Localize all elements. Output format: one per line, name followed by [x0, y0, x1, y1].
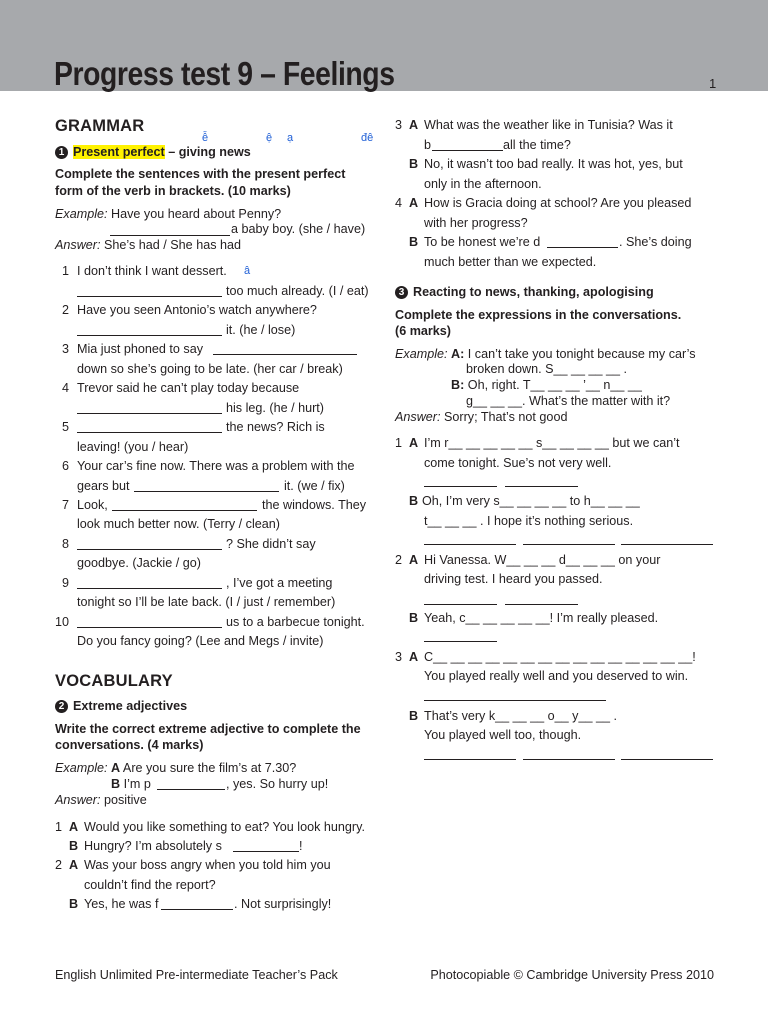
item-text: You played really well and you deserved to win. [424, 669, 689, 683]
speaker: B [409, 611, 419, 625]
speaker: A [409, 436, 419, 450]
speaker: A [69, 820, 79, 834]
speaker: A [409, 553, 419, 567]
item-text: Have you seen Antonio’s watch anywhere? [77, 303, 317, 317]
item-text: What was the weather like in Tunisia? Was it [424, 118, 673, 132]
item-number: 5 [62, 420, 70, 434]
item-text: it. (he / lose) [226, 323, 296, 337]
item-number: 6 [62, 459, 70, 473]
item-number: 2 [55, 858, 63, 872]
item-number: 10 [55, 615, 70, 629]
item-text: the windows. They [262, 498, 367, 512]
item-text: That’s very k__ __ __ o__ y__ __ . [424, 709, 617, 723]
answer-blank[interactable] [424, 641, 497, 642]
stray-mark: â [244, 265, 251, 277]
example-line: broken down. S__ __ __ __ . [466, 362, 628, 376]
item-text: ! [299, 839, 303, 853]
item-text: it. (we / fix) [284, 479, 345, 493]
vocabulary-heading: VOCABULARY [55, 672, 173, 690]
item-text: down so she’s going to be late. (her car / break) [77, 362, 343, 376]
answer-blank[interactable] [233, 851, 299, 852]
item-text: , I’ve got a meeting [226, 576, 333, 590]
item-text: How is Gracia doing at school? Are you pleased [424, 196, 692, 210]
item-text: Would you like something to eat? You look hungry. [84, 820, 365, 834]
answer-blank[interactable] [110, 235, 230, 236]
item-text: Yes, he was f [84, 897, 159, 911]
item-text: Hungry? I’m absolutely s [84, 839, 222, 853]
answer-blank[interactable] [134, 491, 279, 492]
item-text: Do you fancy going? (Lee and Megs / invite) [77, 634, 324, 648]
speaker: B [69, 839, 79, 853]
answer-blank[interactable] [77, 335, 222, 336]
task-1-instruction: form of the verb in brackets. (10 marks) [55, 184, 291, 198]
item-text: tonight so I’ll be late back. (I / just / remember) [77, 595, 336, 609]
task-3-title: 3 Reacting to news, thanking, apologising [395, 285, 654, 300]
footer-left: English Unlimited Pre-intermediate Teacher’s Pack [55, 968, 338, 982]
task-number-badge: 1 [55, 146, 68, 159]
item-text: leaving! (you / hear) [77, 440, 189, 454]
item-text: gears but [77, 479, 130, 493]
item-number: 9 [62, 576, 70, 590]
item-text: ? She didn’t say [226, 537, 316, 551]
item-number: 8 [62, 537, 70, 551]
answer-blank[interactable] [424, 759, 516, 760]
answer-blank[interactable] [77, 432, 222, 433]
page-number: 1 [709, 76, 717, 91]
item-number: 1 [55, 820, 63, 834]
task-number-badge: 2 [55, 700, 68, 713]
answer-blank[interactable] [77, 413, 222, 414]
answer-line: Answer: positive [55, 793, 147, 807]
item-text: all the time? [503, 138, 571, 152]
item-number: 4 [395, 196, 403, 210]
example-line: B: Oh, right. T__ __ __ ’__ n__ __ [451, 378, 642, 392]
speaker: A [409, 196, 419, 210]
speaker: A [409, 118, 419, 132]
example-line: Example: A Are you sure the film’s at 7.30? [55, 761, 297, 775]
answer-blank[interactable] [505, 604, 578, 605]
item-text: Hi Vanessa. W__ __ __ d__ __ __ on your [424, 553, 661, 567]
page-title: Progress test 9 – Feelings [54, 55, 395, 92]
answer-blank[interactable] [424, 544, 516, 545]
item-text: To be honest we’re d [424, 235, 541, 249]
item-text: much better than we expected. [424, 255, 597, 269]
item-text: Oh, I’m very s__ __ __ __ to h__ __ __ [422, 494, 640, 508]
answer-blank[interactable] [112, 510, 257, 511]
task-3-instruction: Complete the expressions in the conversations. [395, 308, 682, 322]
answer-blank[interactable] [432, 150, 503, 151]
answer-line: Answer: She’s had / She has had [55, 238, 242, 252]
answer-blank[interactable] [523, 544, 615, 545]
stray-mark: ạ [287, 132, 294, 144]
item-text: only in the afternoon. [424, 177, 542, 191]
footer-right: Photocopiable © Cambridge University Press 2010 [430, 968, 714, 982]
item-text: couldn’t find the report? [84, 878, 216, 892]
answer-blank[interactable] [213, 354, 357, 355]
item-number: 1 [62, 264, 70, 278]
item-text: I’m r__ __ __ __ __ s__ __ __ __ but we can’t [424, 436, 680, 450]
item-text: . She’s doing [619, 235, 692, 249]
stray-mark: ễ [202, 132, 209, 144]
item-text: with her progress? [424, 216, 528, 230]
item-text: Yeah, c__ __ __ __ __! I’m really pleased. [424, 611, 659, 625]
answer-blank[interactable] [523, 759, 615, 760]
item-text: too much already. (I / eat) [226, 284, 369, 298]
item-text: I don’t think I want dessert. [77, 264, 227, 278]
answer-blank[interactable] [621, 544, 713, 545]
answer-blank[interactable] [505, 486, 578, 487]
task-3-instruction: (6 marks) [395, 324, 452, 338]
speaker: B [409, 157, 419, 171]
answer-blank[interactable] [77, 549, 222, 550]
item-number: 2 [395, 553, 403, 567]
item-text: b [424, 138, 432, 152]
speaker: B [409, 494, 419, 508]
answer-blank[interactable] [424, 486, 497, 487]
answer-blank[interactable] [621, 759, 713, 760]
task-2-instruction: conversations. (4 marks) [55, 738, 204, 752]
answer-blank[interactable] [77, 296, 222, 297]
item-text: Was your boss angry when you told him you [84, 858, 331, 872]
item-text: driving test. I heard you passed. [424, 572, 603, 586]
task-1-instruction: Complete the sentences with the present perfect [55, 167, 346, 181]
item-text: You played well too, though. [424, 728, 582, 742]
answer-blank[interactable] [77, 627, 222, 628]
speaker: A [409, 650, 419, 664]
answer-line: Answer: Sorry; That’s not good [395, 410, 568, 424]
stray-mark: đê [361, 132, 374, 144]
item-number: 3 [62, 342, 70, 356]
item-text: his leg. (he / hurt) [226, 401, 324, 415]
answer-blank[interactable] [424, 700, 606, 701]
item-number: 2 [62, 303, 70, 317]
item-number: 7 [62, 498, 70, 512]
answer-blank[interactable] [161, 909, 233, 910]
item-text: Mia just phoned to say [77, 342, 204, 356]
item-number: 3 [395, 118, 403, 132]
speaker: B [69, 897, 79, 911]
item-text: come tonight. Sue’s not very well. [424, 456, 612, 470]
item-text: look much better now. (Terry / clean) [77, 517, 280, 531]
item-number: 3 [395, 650, 403, 664]
item-text: C__ __ __ __ __ __ __ __ __ __ __ __ __ __ __! [424, 650, 696, 664]
grammar-heading: GRAMMAR [55, 117, 145, 135]
answer-blank[interactable] [547, 247, 618, 248]
example-line: Example: A: I can’t take you tonight because my car’s [395, 347, 696, 361]
speaker: B [409, 709, 419, 723]
answer-blank[interactable] [424, 604, 497, 605]
answer-blank[interactable] [157, 789, 225, 790]
example-line: Example: Have you heard about Penny? [55, 207, 282, 221]
example-cont: a baby boy. (she / have) [231, 222, 366, 236]
task-2-title: 2 Extreme adjectives [55, 699, 187, 714]
example-line: g__ __ __. What’s the matter with it? [466, 394, 671, 408]
task-number-badge: 3 [395, 286, 408, 299]
item-text: . Not surprisingly! [234, 897, 332, 911]
example-line: B I’m p [111, 777, 151, 791]
speaker: B [409, 235, 419, 249]
stray-mark: ệ [266, 132, 273, 144]
item-number: 4 [62, 381, 70, 395]
item-text: No, it wasn’t too bad really. It was hot, yes, but [424, 157, 683, 171]
example-line: , yes. So hurry up! [226, 777, 329, 791]
item-text: the news? Rich is [226, 420, 325, 434]
answer-blank[interactable] [77, 588, 222, 589]
task-1-title: 1 Present perfect – giving news [55, 145, 251, 160]
item-text: goodbye. (Jackie / go) [77, 556, 201, 570]
speaker: A [69, 858, 79, 872]
item-text: Trevor said he can’t play today because [77, 381, 300, 395]
item-text: t__ __ __ . I hope it’s nothing serious. [424, 514, 634, 528]
item-text: Look, [77, 498, 108, 512]
item-text: Your car’s fine now. There was a problem with the [77, 459, 355, 473]
task-2-instruction: Write the correct extreme adjective to complete the [55, 722, 361, 736]
item-text: us to a barbecue tonight. [226, 615, 365, 629]
item-number: 1 [395, 436, 403, 450]
